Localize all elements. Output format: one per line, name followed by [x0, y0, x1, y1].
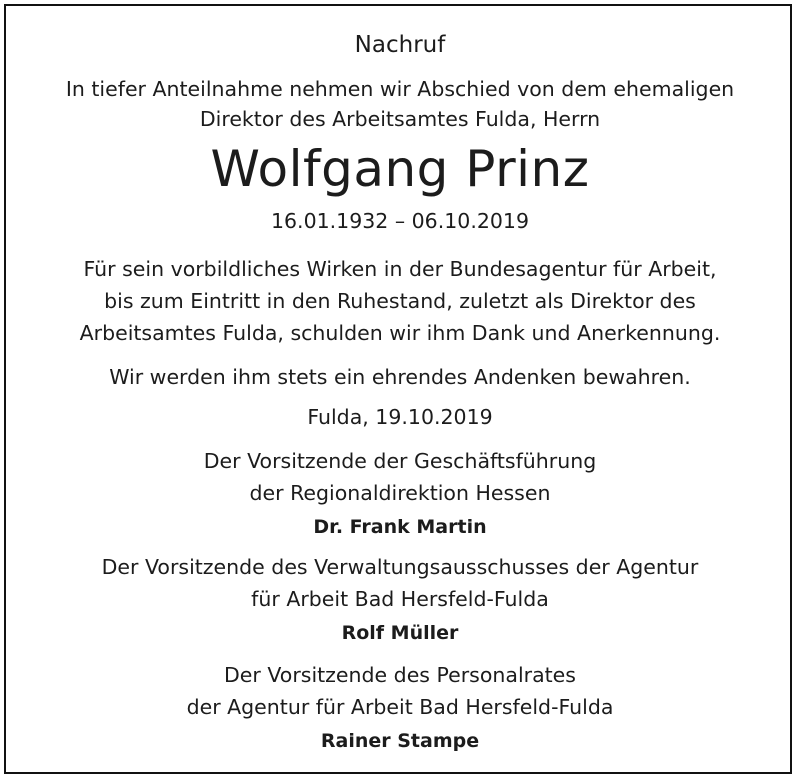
signatory-3-title-line-1: Der Vorsitzende des Personalrates: [224, 663, 576, 687]
obituary-frame: [4, 4, 792, 774]
tribute-line-1: Für sein vorbildliches Wirken in der Bundesagentur für Arbeit,: [83, 257, 717, 281]
tribute-line-2: bis zum Eintritt in den Ruhestand, zuletzt als Direktor des: [104, 289, 696, 313]
signatory-1-name: Dr. Frank Martin: [313, 516, 487, 538]
intro-line-1: In tiefer Anteilnahme nehmen wir Abschied von dem ehemaligen: [65, 77, 735, 101]
intro-line-2: Direktor des Arbeitsamtes Fulda, Herrn: [199, 107, 601, 131]
signatory-1-title-line-1: Der Vorsitzende der Geschäftsführung: [203, 449, 597, 473]
signatory-2-name: Rolf Müller: [341, 622, 459, 644]
life-dates: 16.01.1932 – 06.10.2019: [270, 209, 530, 233]
signatory-1-title-line-2: der Regionaldirektion Hessen: [249, 481, 551, 505]
deceased-name: Wolfgang Prinz: [210, 140, 590, 198]
signatory-2-title-line-1: Der Vorsitzende des Verwaltungsausschusses der Agentur: [101, 555, 699, 579]
obituary-heading: Nachruf: [354, 32, 446, 58]
remembrance-line: Wir werden ihm stets ein ehrendes Andenken bewahren.: [109, 365, 691, 389]
place-date: Fulda, 19.10.2019: [307, 405, 493, 429]
signatory-3-title-line-2: der Agentur für Arbeit Bad Hersfeld-Fulda: [186, 695, 614, 719]
tribute-line-3: Arbeitsamtes Fulda, schulden wir ihm Dank und Anerkennung.: [79, 321, 721, 345]
signatory-3-name: Rainer Stampe: [320, 730, 480, 752]
signatory-2-title-line-2: für Arbeit Bad Hersfeld-Fulda: [251, 587, 549, 611]
